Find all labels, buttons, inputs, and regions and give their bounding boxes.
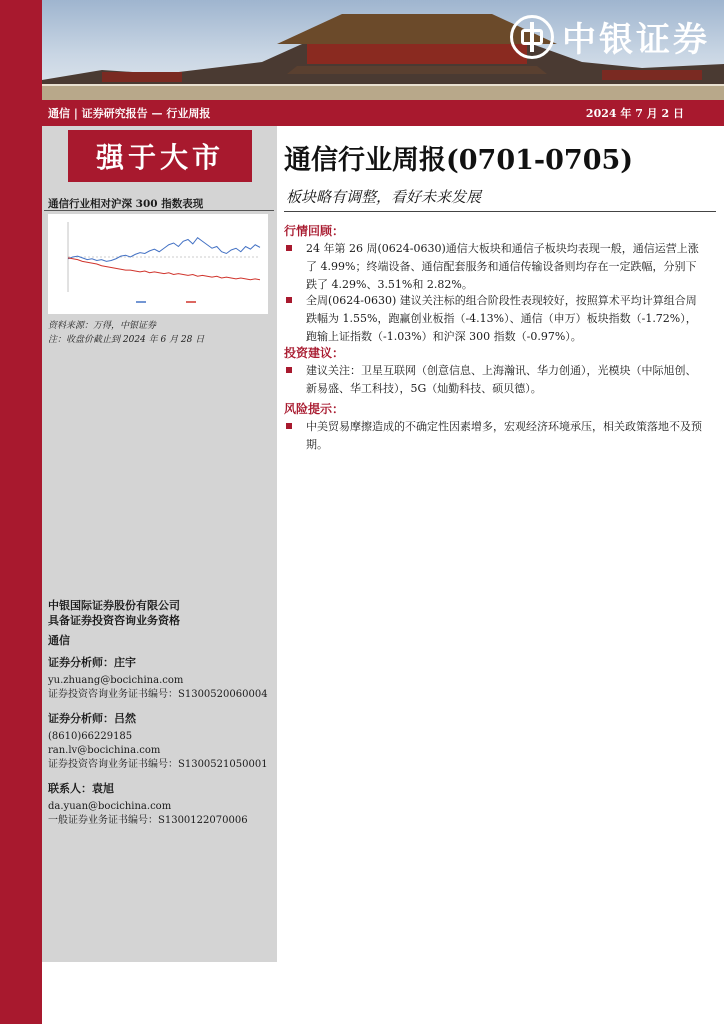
bullet-paragraph: 中美贸易摩擦造成的不确定性因素增多，宏观经济环境承压，相关政策落地不及预期。: [284, 418, 702, 454]
chart-source: 资料来源：万得，中银证券: [48, 321, 157, 331]
section-heading: 行情回顾：: [284, 224, 345, 238]
analyst-name: 证券分析师：庄宇: [48, 656, 136, 669]
section-heading: 风险提示：: [284, 402, 345, 416]
contact-name: 联系人：袁旭: [48, 782, 114, 795]
brand-name: 中银证券: [562, 20, 710, 60]
analyst-license: 证券投资咨询业务证书编号：S1300520060004: [48, 689, 268, 700]
analyst-phone: (8610)66229185: [48, 731, 133, 742]
analyst-name: 证券分析师：吕然: [48, 712, 136, 725]
section-heading: 投资建议：: [284, 346, 345, 360]
series-line-0: [68, 238, 260, 262]
contact-license: 一般证券业务证书编号：S1300122070006: [48, 815, 248, 826]
report-title: 通信行业周报(0701-0705): [284, 145, 634, 176]
organization-name: 中银国际证券股份有限公司: [48, 599, 180, 612]
contact-email[interactable]: da.yuan@bocichina.com: [48, 801, 172, 812]
line-chart-svg: [48, 214, 268, 314]
contact-block: [48, 782, 248, 828]
report-date: 2024 年 7 月 2 日: [585, 107, 684, 120]
analyst-email[interactable]: yu.zhuang@bocichina.com: [48, 675, 184, 686]
divider: [44, 210, 274, 211]
performance-chart: [48, 214, 268, 314]
organization-qualification: 具备证券投资咨询业务资格: [48, 614, 180, 627]
analyst-email[interactable]: ran.lv@bocichina.com: [48, 745, 161, 756]
chart-note: 注：收盘价截止到 2024 年 6 月 28 日: [48, 335, 205, 345]
header-strip: [42, 100, 724, 126]
chart-title: 通信行业相对沪深 300 指数表现: [48, 198, 204, 210]
analyst-block: [48, 712, 268, 772]
report-subtitle: 板块略有调整，看好未来发展: [286, 188, 482, 206]
analyst-license: 证券投资咨询业务证书编号：S1300521050001: [48, 759, 268, 770]
report-category: 通信 | 证券研究报告 — 行业周报: [48, 107, 211, 120]
bullet-paragraph: 24 年第 26 周(0624-0630)通信大板块和通信子板块均表现一般，通信运营上涨了 4.99%；终端设备、通信配套服务和通信传输设备则均存在一定跌幅，分别下跌了 4.29%、3.51%和 2.82%。: [284, 240, 702, 294]
organization-info: [48, 598, 180, 628]
bullet-paragraph: 建议关注：卫星互联网（创意信息、上海瀚讯、华力创通），光模块（中际旭创、新易盛、华工科技），5G（灿勤科技、硕贝德）。: [284, 362, 702, 398]
rating-badge: 强于大市: [68, 130, 252, 182]
bullet-paragraph: 全周(0624-0630) 建议关注标的组合阶段性表现较好，按照算术平均计算组合周跌幅为 1.55%，跑赢创业板指（-4.13%）、通信（申万）板块指数（-1.72%），跑输上证指数（-1.03%）和沪深 300 指数（-0.97%）。: [284, 292, 702, 346]
series-line-1: [68, 258, 260, 280]
left-accent-bar: [0, 0, 42, 1024]
brand-logo: [510, 12, 710, 61]
bank-logo-icon: [510, 15, 554, 59]
analyst-block: [48, 656, 268, 702]
divider: [284, 211, 716, 212]
industry-label: 通信: [48, 634, 70, 647]
header-banner: [42, 0, 724, 100]
